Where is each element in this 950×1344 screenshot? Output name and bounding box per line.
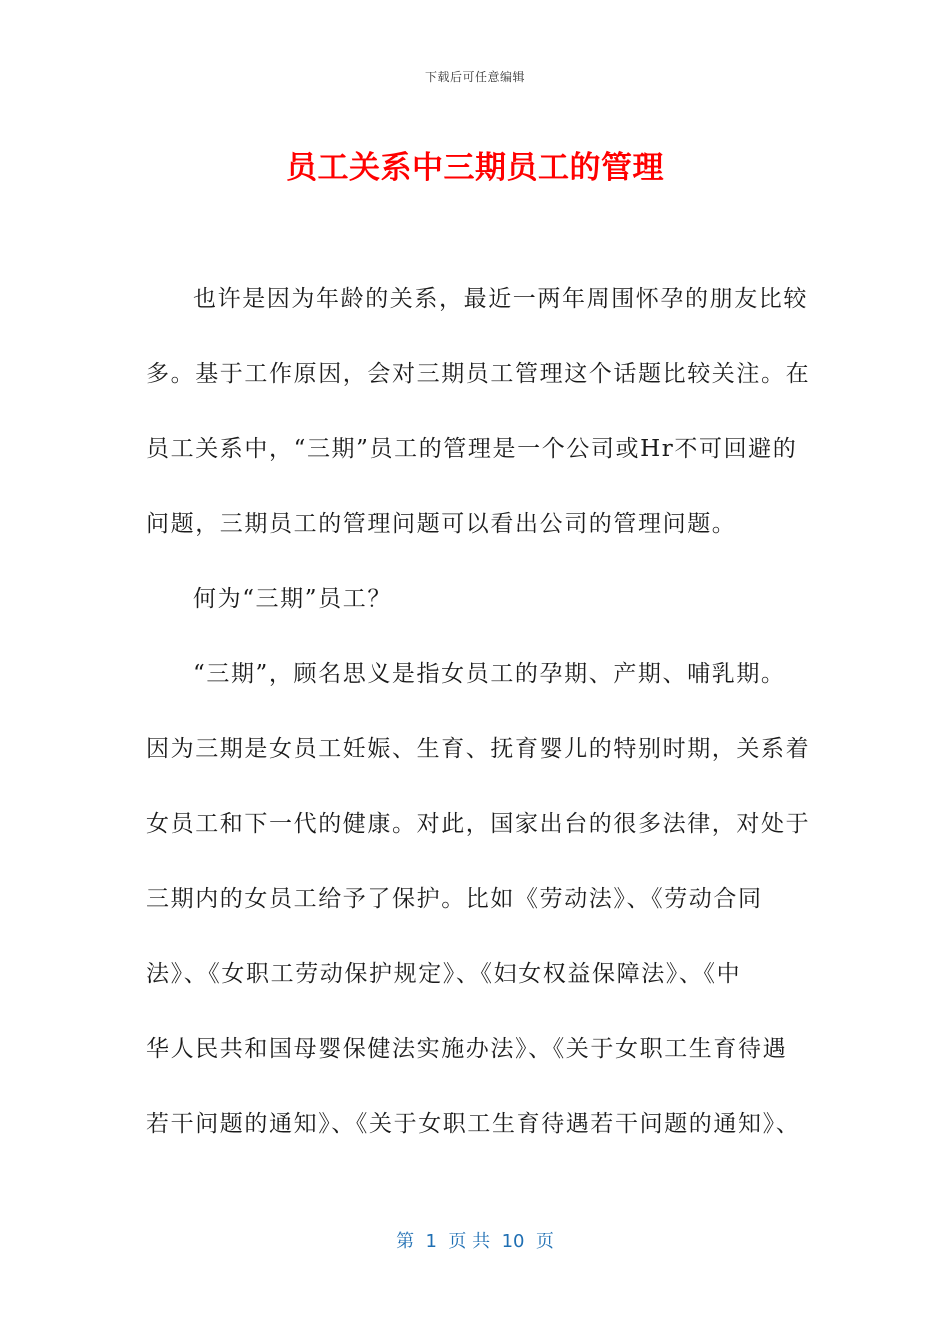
header-note: 下载后可任意编辑: [424, 70, 525, 84]
paragraph-line: 华人民共和国母婴保健法实施办法》、《关于女职工生育待遇: [146, 1036, 788, 1062]
paragraph-line: “三期”，顾名思义是指女员工的孕期、产期、哺乳期。: [193, 661, 786, 687]
paragraph-line: 若干问题的通知》、《关于女职工生育待遇若干问题的通知》、: [146, 1111, 801, 1137]
paragraph-line: 也许是因为年龄的关系，最近一两年周围怀孕的朋友比较: [193, 286, 808, 312]
paragraph-line: 员工关系中，“三期”员工的管理是一个公司或Hr不可回避的: [146, 436, 798, 462]
paragraph-line: 问题，三期员工的管理问题可以看出公司的管理问题。: [146, 511, 737, 537]
paragraph-line: 三期内的女员工给予了保护。比如《劳动法》、《劳动合同: [146, 886, 763, 912]
document-title: 员工关系中三期员工的管理: [286, 150, 664, 186]
paragraph-line: 法》、《女职工劳动保护规定》、《妇女权益保障法》、《中: [146, 961, 742, 987]
paragraph-line: 因为三期是女员工妊娠、生育、抚育婴儿的特别时期，关系着: [146, 736, 811, 762]
section-question: 何为“三期”员工？: [193, 586, 392, 612]
paragraph-line: 女员工和下一代的健康。对此，国家出台的很多法律，对处于: [146, 811, 811, 837]
page-number-footer: 第 1 页 共 10 页: [396, 1231, 554, 1252]
paragraph-line: 多。基于工作原因，会对三期员工管理这个话题比较关注。在: [146, 361, 811, 387]
